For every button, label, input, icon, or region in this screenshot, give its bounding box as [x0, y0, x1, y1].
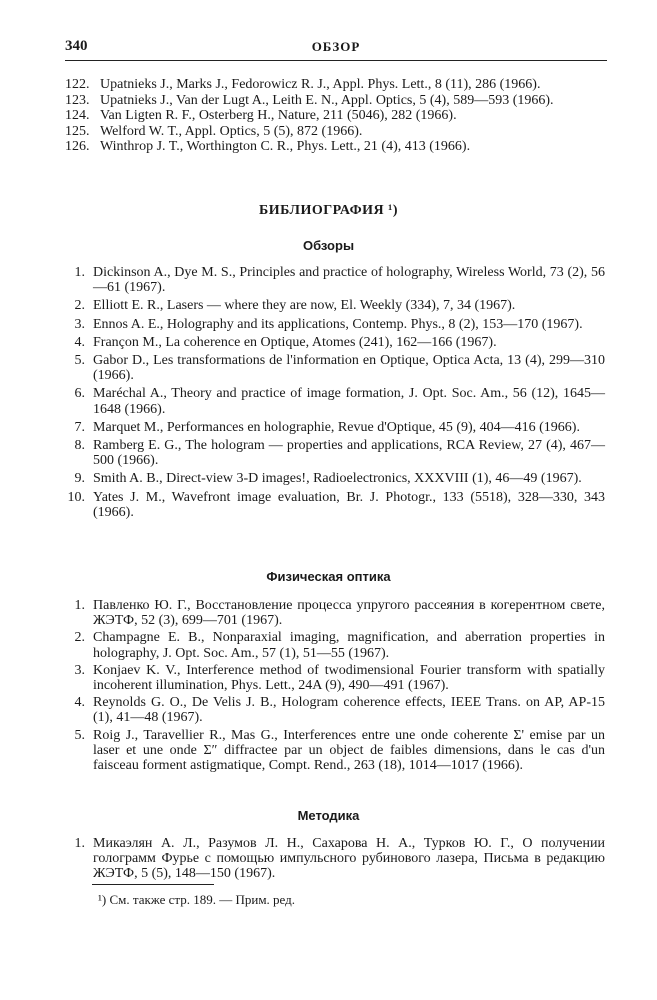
list-item — [65, 420, 605, 435]
reference-text: Welford W. T., Appl. Optics, 5 (5), 872 (1966). — [100, 123, 363, 139]
reference-item — [65, 139, 605, 155]
item-text: Dickinson A., Dye M. S., Principles and practice of holography, Wireless World, 73 (2), 56—61 (1967). — [93, 265, 605, 296]
reference-item — [65, 77, 605, 93]
list-item — [65, 265, 605, 295]
item-number: 5. — [74, 353, 85, 369]
list-item — [65, 353, 605, 383]
item-text: Elliott E. R., Lasers — where they are now, El. Weekly (334), 7, 34 (1967). — [93, 298, 516, 314]
reference-text: Upatnieks J., Marks J., Fedorowicz R. J., Appl. Phys. Lett., 8 (11), 286 (1966). — [100, 77, 541, 92]
item-number: 2. — [74, 298, 85, 314]
reviews-list — [65, 265, 605, 520]
header-rule — [65, 60, 607, 61]
list-item — [65, 438, 605, 468]
reference-item — [65, 124, 605, 140]
list-item — [65, 695, 605, 725]
reference-number: 124. — [65, 108, 90, 123]
item-text: Ramberg E. G., The hologram — properties and applications, RCA Review, 27 (4), 467—500 (1966). — [93, 438, 605, 469]
methods-heading: Методика — [297, 808, 360, 823]
list-item — [65, 335, 605, 350]
item-number: 1. — [74, 265, 85, 280]
physical-optics-list — [65, 598, 605, 773]
item-number: 5. — [74, 727, 85, 743]
list-item — [65, 728, 605, 774]
list-item — [65, 298, 605, 313]
running-title: ОБЗОР — [311, 39, 361, 54]
item-text: Gabor D., Les transformations de l'information en Optique, Optica Acta, 13 (4), 299—310 (1966). — [93, 353, 605, 384]
item-text: Ennos A. E., Holography and its applications, Contemp. Phys., 8 (2), 153—170 (1967). — [93, 316, 583, 332]
reference-text: Winthrop J. T., Worthington C. R., Phys. Lett., 21 (4), 413 (1966). — [100, 139, 471, 154]
item-number: 1. — [74, 836, 85, 851]
reference-number: 125. — [65, 123, 90, 139]
item-number: 3. — [74, 316, 85, 332]
item-number: 8. — [74, 438, 85, 454]
item-text: Roig J., Taravellier R., Mas G., Interferences entre une onde coherente Σ' emise par un laser et une onde Σ″ diffractee par un object de faibles dimensions, dans le cas d'un faisceau forment astigmatique, Compt. Rend., 263 (18), 1014—1017 (1966). — [93, 727, 605, 774]
item-number: 10. — [67, 489, 85, 505]
list-item — [65, 317, 605, 332]
item-text: Champagne E. B., Nonparaxial imaging, magnification, and aberration properties in holography, J. Opt. Soc. Am., 57 (1), 51—55 (1967). — [93, 630, 605, 661]
item-text: Микаэлян А. Л., Разумов Л. Н., Сахарова Н. А., Турков Ю. Г., О получении голограмм Фурье с помощью импульсного рубинового лазера, Письма в редакцию ЖЭТФ, 5 (5), 148—150 (1967). — [93, 836, 605, 882]
item-text: Yates J. M., Wavefront image evaluation, Br. J. Photogr., 133 (5518), 328—330, 343 (1966). — [93, 489, 605, 520]
item-text: Konjaev K. V., Interference method of twodimensional Fourier transform with spatially incoherent illumination, Phys. Lett., 24A (9), 490—491 (1967). — [93, 662, 605, 694]
item-number: 9. — [74, 471, 85, 487]
page-header — [65, 38, 607, 60]
reference-number: 123. — [65, 92, 90, 108]
list-item — [65, 663, 605, 693]
list-item — [65, 490, 605, 520]
list-item — [65, 386, 605, 416]
footnote-rule — [92, 884, 214, 885]
reference-text: Upatnieks J., Van der Lugt A., Leith E. N., Appl. Optics, 5 (4), 589—593 (1966). — [100, 92, 554, 108]
item-text: Marquet M., Performances en holographie, Revue d'Optique, 45 (9), 404—416 (1966). — [93, 419, 580, 435]
item-number: 4. — [74, 334, 85, 350]
reviews-heading: Обзоры — [302, 238, 355, 253]
physical-optics-heading: Физическая оптика — [266, 569, 391, 584]
bibliography-title: БИБЛИОГРАФИЯ ¹) — [258, 203, 399, 218]
footnote: ¹) См. также стр. 189. — Прим. ред. — [98, 892, 296, 907]
item-number: 3. — [74, 662, 85, 678]
item-number: 4. — [74, 695, 85, 711]
list-item — [65, 836, 605, 882]
reference-number: 122. — [65, 77, 90, 92]
item-number: 7. — [74, 419, 85, 435]
reference-item — [65, 93, 605, 109]
methods-list — [65, 836, 605, 882]
item-text: Smith A. B., Direct-view 3-D images!, Radioelectronics, XXXVIII (1), 46—49 (1967). — [93, 471, 582, 487]
item-text: Maréchal A., Theory and practice of image formation, J. Opt. Soc. Am., 56 (12), 1645—1648 (1966). — [93, 386, 605, 417]
list-item — [65, 630, 605, 660]
item-text: Павленко Ю. Г., Восстановление процесса упругого рассеяния в когерентном свете, ЖЭТФ, 52 (3), 699—701 (1967). — [93, 598, 605, 629]
item-text: Françon M., La coherence en Optique, Atomes (241), 162—166 (1967). — [93, 334, 497, 350]
item-number: 6. — [74, 386, 85, 402]
item-number: 2. — [74, 630, 85, 646]
reference-item — [65, 108, 605, 124]
item-text: Reynolds G. O., De Velis J. B., Hologram coherence effects, IEEE Trans. on AP, AP-15 (1), 41—48 (1967). — [93, 695, 605, 726]
top-references — [65, 77, 605, 155]
reference-text: Van Ligten R. F., Osterberg H., Nature, 211 (5046), 282 (1966). — [100, 108, 457, 123]
list-item — [65, 471, 605, 486]
reference-number: 126. — [65, 139, 90, 154]
list-item — [65, 598, 605, 628]
page-number: 340 — [65, 38, 88, 54]
item-number: 1. — [74, 598, 85, 613]
